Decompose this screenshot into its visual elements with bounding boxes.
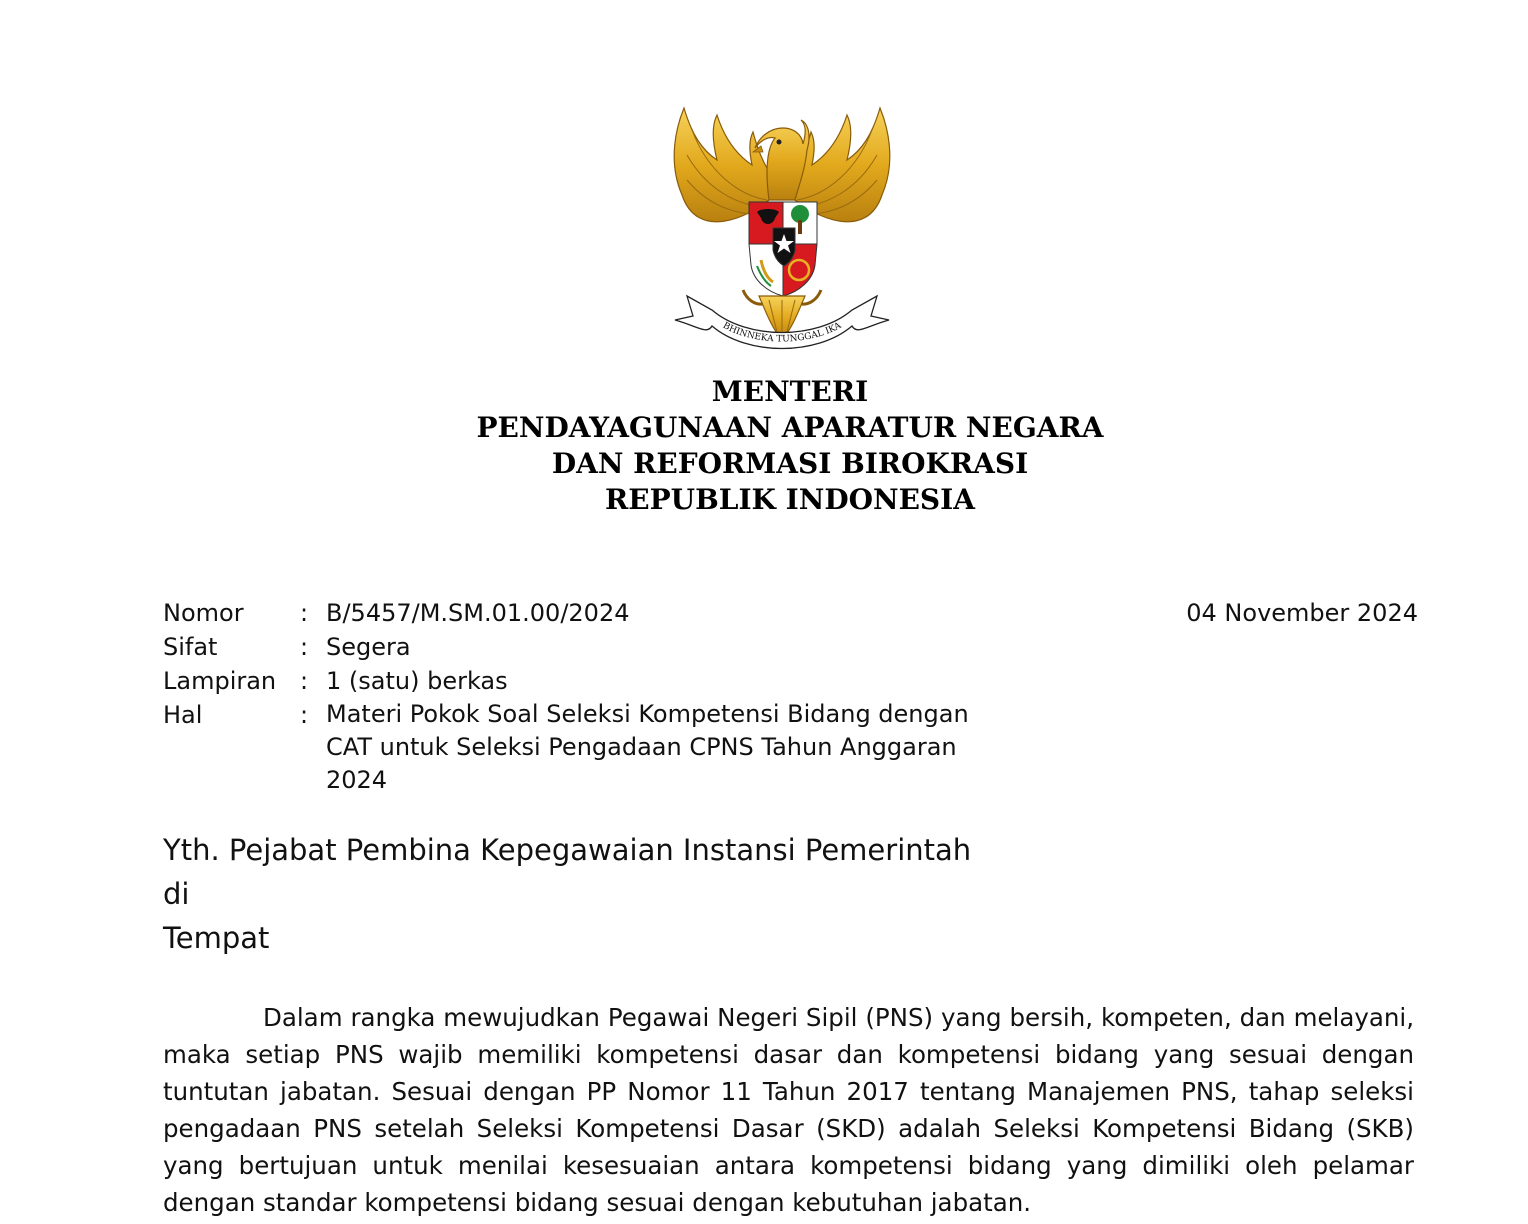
meta-colon: : xyxy=(300,599,309,627)
meta-row-sifat xyxy=(163,630,1063,664)
letter-date: 04 November 2024 xyxy=(1186,599,1418,627)
body-paragraph-1: Dalam rangka mewujudkan Pegawai Negeri Sipil (PNS) yang bersih, kompeten, dan melayani, maka setiap PNS wajib memiliki kompetensi dasar dan kompetensi bidang yang sesuai dengan tuntutan jabatan. Sesuai dengan PP Nomor 11 Tahun 2017 tentang Manajemen PNS, tahap seleksi pengadaan PNS setelah Seleksi Kompetensi Dasar (SKD) adalah Seleksi Kompetensi Bidang (SKB) yang bertujuan untuk menilai kesesuaian antara kompetensi bidang yang dimiliki oleh pelamar dengan standar kompetensi bidang sesuai dengan kebutuhan jabatan. xyxy=(163,1003,1414,1217)
meta-hal-line-3: 2024 xyxy=(326,766,388,794)
letterhead-line-3: DAN REFORMASI BIROKRASI xyxy=(551,447,1029,480)
meta-value-hal xyxy=(326,698,1026,797)
letterhead-line-2: PENDAYAGUNAAN APARATUR NEGARA xyxy=(476,411,1104,444)
addressee-line-3: Tempat xyxy=(163,921,270,955)
emblem-motto: BHINNEKA TUNGGAL IKA xyxy=(720,320,844,345)
addressee-block xyxy=(163,828,971,960)
addressee-line-2: di xyxy=(163,877,190,911)
meta-colon: : xyxy=(300,667,309,695)
meta-row-hal xyxy=(163,698,1063,797)
meta-hal-line-1: Materi Pokok Soal Seleksi Kompetensi Bidang dengan xyxy=(326,700,969,728)
meta-row-nomor xyxy=(163,596,1063,630)
meta-row-lampiran xyxy=(163,664,1063,698)
meta-colon: : xyxy=(300,701,309,729)
meta-value-lampiran: 1 (satu) berkas xyxy=(326,667,508,695)
meta-label-nomor: Nomor xyxy=(163,599,244,627)
meta-label-hal: Hal xyxy=(163,701,203,729)
meta-colon: : xyxy=(300,633,309,661)
meta-label-lampiran: Lampiran xyxy=(163,667,277,695)
letter-meta-block xyxy=(163,596,1063,797)
meta-value-nomor: B/5457/M.SM.01.00/2024 xyxy=(326,599,630,627)
letterhead-line-1: MENTERI xyxy=(711,375,869,408)
addressee-line-1: Yth. Pejabat Pembina Kepegawaian Instansi Pemerintah xyxy=(163,833,972,867)
meta-value-sifat: Segera xyxy=(326,633,411,661)
garuda-pancasila-emblem-icon xyxy=(657,100,907,370)
letterhead-line-4: REPUBLIK INDONESIA xyxy=(605,483,975,516)
meta-label-sifat: Sifat xyxy=(163,633,218,661)
letterhead xyxy=(0,374,1528,518)
meta-hal-line-2: CAT untuk Seleksi Pengadaan CPNS Tahun Anggaran xyxy=(326,733,957,761)
